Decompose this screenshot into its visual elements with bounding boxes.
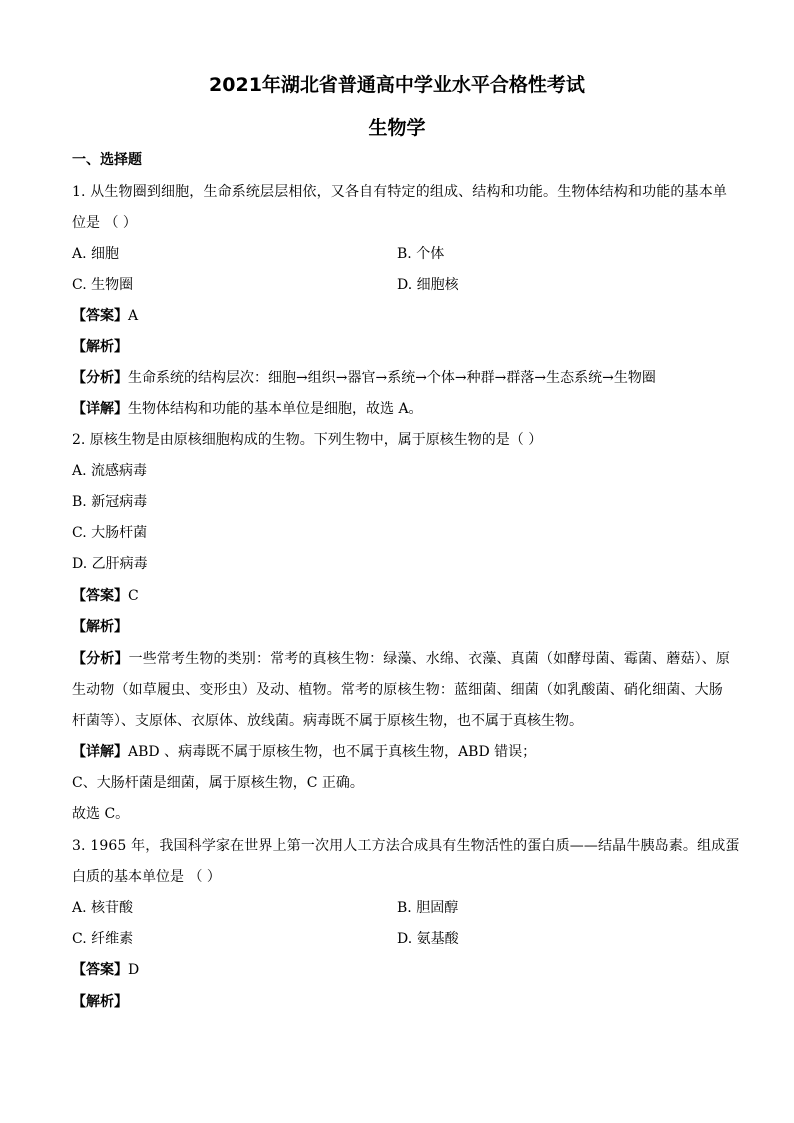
q1-fenxi: [72, 368, 656, 388]
answer-value: A: [128, 308, 139, 324]
q2-conclusion: 故选 C。: [72, 806, 130, 822]
q2-fenxi-line2: 生动物（如草履虫、变形虫）及动、植物。常考的原核生物：蓝细菌、细菌（如乳酸菌、硝化细菌、大肠: [72, 682, 723, 698]
fenxi-text: 一些常考生物的类别：常考的真核生物：绿藻、水绵、衣藻、真菌（如酵母菌、霉菌、蘑菇）、原: [128, 651, 731, 667]
answer-tag: 【答案】: [72, 962, 128, 978]
q1-stem-line2: 位是 （ ）: [72, 215, 137, 231]
q1-option-a: A. 细胞: [72, 246, 120, 262]
q2-fenxi-line3: 杆菌等）、支原体、衣原体、放线菌。病毒既不属于原核生物，也不属于真核生物。: [72, 713, 583, 729]
q3-option-b: B. 胆固醇: [397, 900, 459, 916]
q2-stem: 2. 原核生物是由原核细胞构成的生物。下列生物中，属于原核生物的是（ ）: [72, 432, 543, 448]
q3-stem-line2: 白质的基本单位是 （ ）: [72, 869, 221, 885]
q2-fenxi-line1: [72, 649, 730, 669]
q3-analysis-tag: 【解析】: [72, 994, 128, 1010]
q2-option-d: D. 乙肝病毒: [72, 556, 148, 572]
q2-xiangjie-line2: C、大肠杆菌是细菌，属于原核生物，C 正确。: [72, 775, 364, 791]
xiangjie-text: ABD 、病毒既不属于原核生物，也不属于真核生物，ABD 错误；: [128, 744, 537, 760]
exam-title: 2021年湖北省普通高中学业水平合格性考试: [209, 74, 585, 96]
answer-tag: 【答案】: [72, 588, 128, 604]
q2-analysis-tag: 【解析】: [72, 619, 128, 635]
q2-answer: [72, 586, 139, 606]
answer-tag: 【答案】: [72, 308, 128, 324]
q3-answer: [72, 960, 139, 980]
xiangjie-tag: 【详解】: [72, 401, 128, 417]
xiangjie-text: 生物体结构和功能的基本单位是细胞，故选 A。: [128, 401, 423, 417]
q3-option-c: C. 纤维素: [72, 931, 134, 947]
q1-analysis-tag: 【解析】: [72, 339, 128, 355]
fenxi-tag: 【分析】: [72, 651, 129, 667]
q3-stem-line1: 3. 1965 年，我国科学家在世界上第一次用人工方法合成具有生物活性的蛋白质——结晶牛胰岛素。组成蛋: [72, 838, 740, 854]
q3-option-d: D. 氨基酸: [397, 931, 459, 947]
q1-stem-line1: 1. 从生物圈到细胞，生命系统层层相依，又各自有特定的组成、结构和功能。生物体结构和功能的基本单: [72, 184, 728, 200]
section-heading: 一、选择题: [72, 152, 142, 168]
q3-option-a: A. 核苷酸: [72, 900, 134, 916]
q2-option-b: B. 新冠病毒: [72, 494, 148, 510]
answer-value: C: [128, 588, 139, 604]
answer-value: D: [128, 962, 140, 978]
q1-answer: [72, 306, 138, 326]
xiangjie-tag: 【详解】: [72, 744, 128, 760]
fenxi-text: 生命系统的结构层次：细胞→组织→器官→系统→个体→种群→群落→生态系统→生物圈: [128, 370, 656, 386]
q2-option-c: C. 大肠杆菌: [72, 525, 148, 541]
q2-xiangjie-line1: [72, 742, 536, 762]
q1-option-c: C. 生物圈: [72, 277, 134, 293]
q1-option-b: B. 个体: [397, 246, 445, 262]
q1-xiangjie: [72, 399, 423, 419]
q1-option-d: D. 细胞核: [397, 277, 459, 293]
subject-title: 生物学: [368, 117, 426, 139]
q2-option-a: A. 流感病毒: [72, 463, 148, 479]
fenxi-tag: 【分析】: [72, 370, 128, 386]
